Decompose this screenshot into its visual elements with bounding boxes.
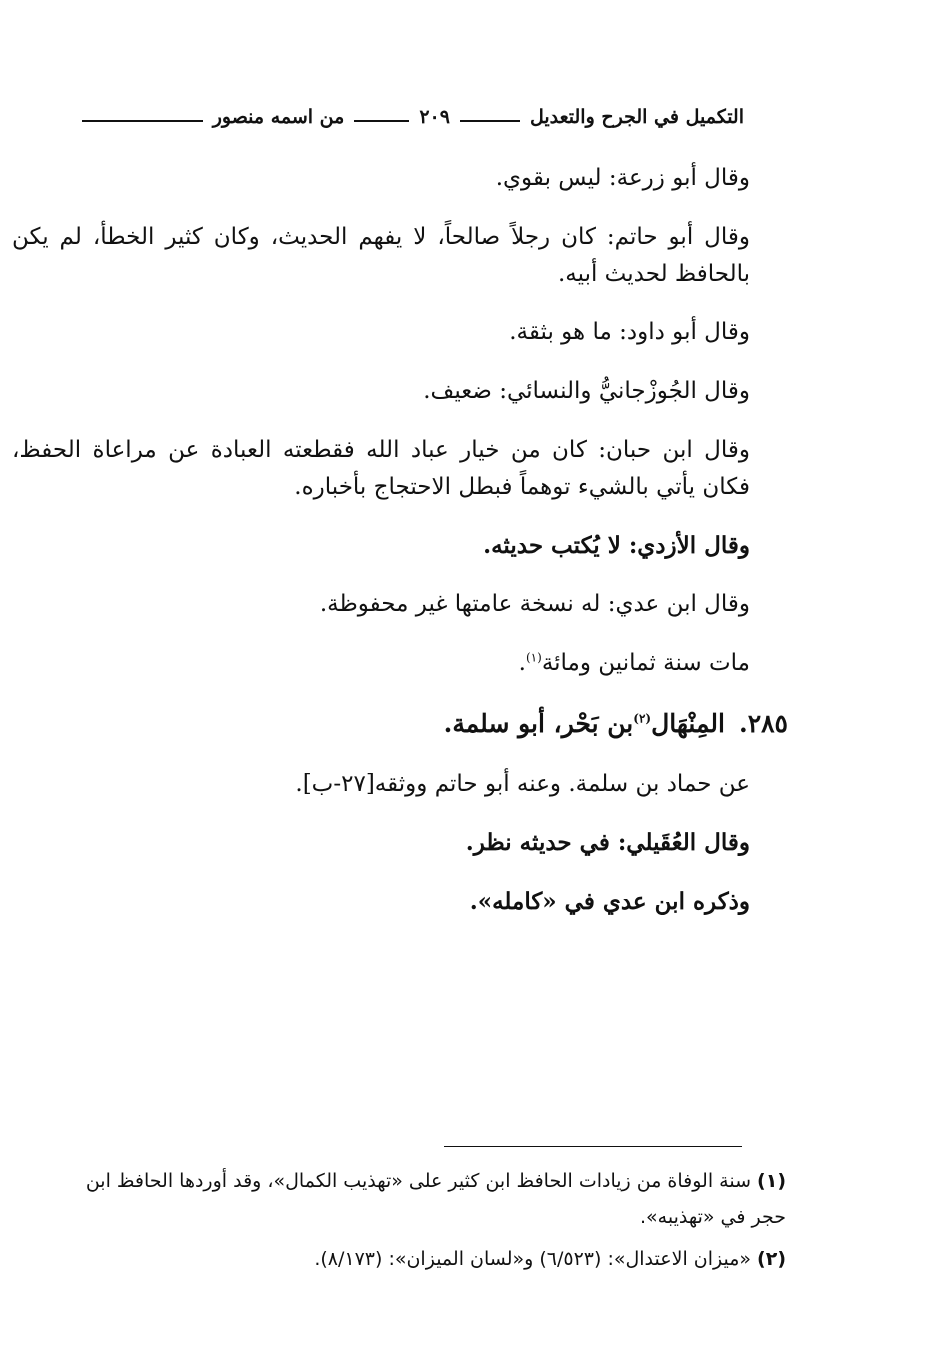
footnote-number: (١)	[757, 1170, 786, 1192]
paragraph: وقال أبو داود: ما هو بثقة.	[509, 319, 750, 346]
footnote-divider	[444, 1146, 742, 1147]
entry-name: المِنْهَال	[651, 708, 725, 738]
footnote-marker: (١)	[525, 650, 542, 665]
header-rule	[82, 120, 203, 122]
death-note	[56, 645, 750, 682]
paragraph: عن حماد بن سلمة. وعنه أبو حاتم ووثقه[٢٧-ب].	[295, 770, 750, 797]
paragraph: وقال الأزدي: لا يُكتب حديثه.	[483, 531, 750, 559]
footnote-number: (٢)	[757, 1248, 786, 1271]
entry-rest: بن بَحْر، أبو سلمة.	[443, 708, 634, 738]
footnote-text: سنة الوفاة من زيادات الحافظ ابن كثير على «تهذيب الكمال»، وقد أوردها الحافظ ابن حجر في «تهذيبه».	[85, 1170, 786, 1229]
paragraph: وقال العُقَيلي: في حديثه نظر.	[465, 828, 750, 856]
death-note-end: .	[518, 650, 526, 677]
paragraph: وذكره ابن عدي في «كامله».	[469, 887, 750, 915]
entry-number: ٢٨٥.	[738, 708, 788, 738]
death-note-text: مات سنة ثمانين ومائة	[541, 650, 750, 677]
footnote-marker: (٢)	[633, 711, 652, 726]
header-book-title: التكميل في الجرح والتعديل	[529, 106, 744, 128]
footnotes	[56, 1163, 786, 1283]
entry-heading	[56, 704, 788, 744]
footnote-text: «ميزان الاعتدال»: (٦/٥٢٣) و«لسان الميزان»: (٨/١٧٣).	[314, 1248, 752, 1271]
header-rule	[460, 120, 520, 122]
header-rule	[354, 120, 409, 122]
paragraph: وقال ابن عدي: له نسخة عامتها غير محفوظة.	[319, 591, 750, 618]
running-header	[72, 100, 744, 134]
main-text	[12, 160, 788, 942]
paragraph: وقال ابن حبان: كان من خيار عباد الله فقطعته العبادة عن مراعاة الحفظ، فكان يأتي بالشيء توهماً فبطل الاحتجاج بأخباره.	[12, 436, 750, 500]
paragraph: وقال أبو حاتم: كان رجلاً صالحاً، لا يفهم الحديث، وكان كثير الخطأ، لم يكن بالحافظ لحديث أبيه.	[12, 223, 750, 287]
paragraph: وقال أبو زرعة: ليس بقوي.	[495, 165, 750, 191]
header-section-name: من اسمه منصور	[212, 106, 345, 128]
footnote	[56, 1241, 786, 1277]
paragraph: وقال الجُوزْجانيُّ والنسائي: ضعيف.	[423, 378, 750, 405]
footnote	[56, 1163, 786, 1235]
header-page-number: ٢٠٩	[419, 106, 450, 128]
